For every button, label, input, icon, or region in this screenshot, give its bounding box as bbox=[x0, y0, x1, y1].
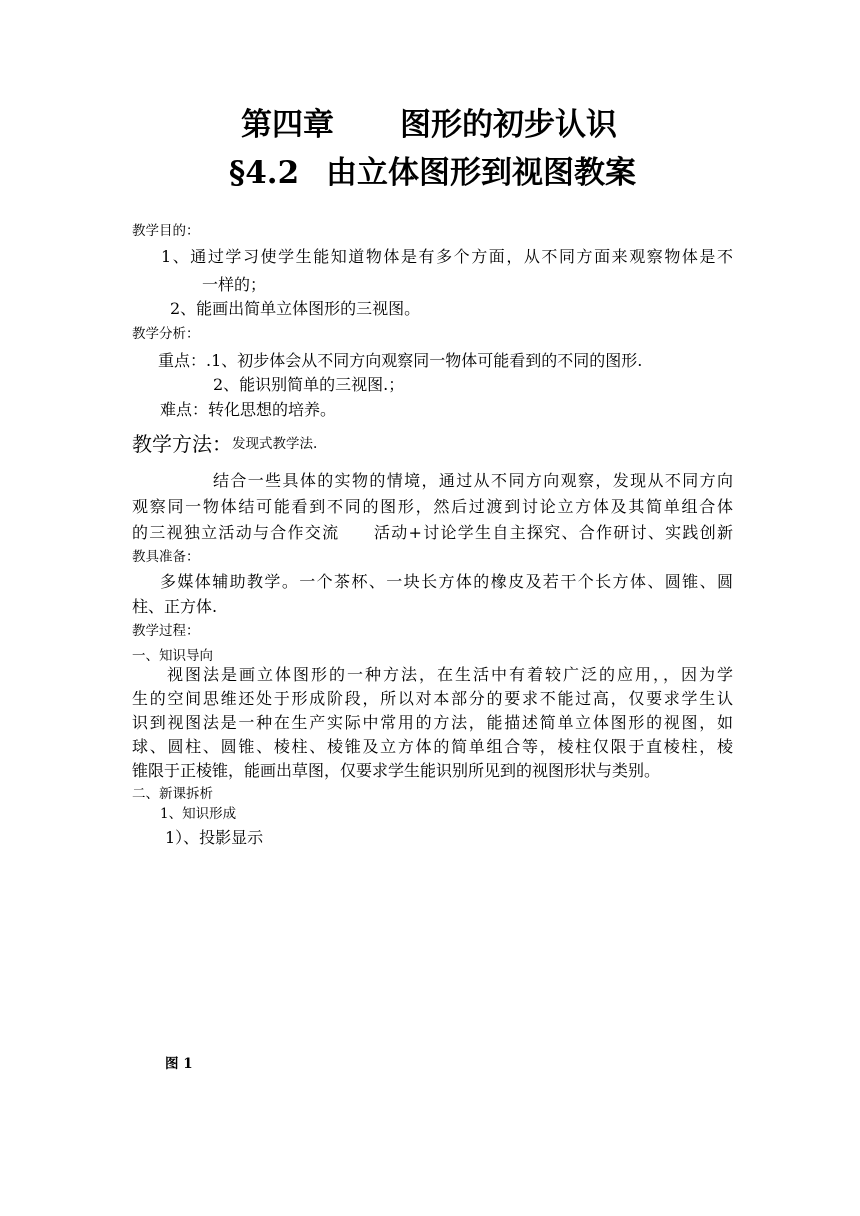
part-1-line-4: 球、圆柱、圆锥、棱柱、棱锥及立方体的简单组合等，棱柱仅限于直棱柱，棱 bbox=[132, 737, 733, 756]
method-paragraph-line-1: 结合一些具体的实物的情境，通过从不同方向观察，发现从不同方向 bbox=[213, 471, 733, 490]
key-points-line-1: 重点：.1、初步体会从不同方向观察同一物体可能看到的不同的图形. bbox=[158, 351, 643, 370]
objective-item-1-line-1: 1、通过学习使学生能知道物体是有多个方面，从不同方面来观察物体是不 bbox=[161, 247, 733, 266]
difficulty-line: 难点：转化思想的培养。 bbox=[160, 400, 337, 419]
objective-item-1-line-2: 一样的； bbox=[202, 275, 267, 294]
section-title: 由立体图形到视图教案 bbox=[326, 155, 636, 191]
tools-line-1: 多媒体辅助教学。一个茶杯、一块长方体的橡皮及若干个长方体、圆锥、圆 bbox=[160, 572, 733, 591]
analysis-heading: 教学分析： bbox=[132, 326, 200, 342]
subsection-projection-display: 1）、投影显示 bbox=[165, 828, 264, 847]
part-2-heading: 二、新课拆析 bbox=[132, 786, 213, 802]
method-paragraph-line-3: 的三视独立活动与合作交流 活动+讨论学生自主探究、合作研讨、实践创新 bbox=[132, 523, 733, 542]
section-number: §4.2 bbox=[229, 155, 300, 191]
part-1-line-3: 识到视图法是一种在生产实际中常用的方法，能描述简单立体图形的视图，如 bbox=[132, 713, 733, 732]
method-paragraph-line-2: 观察同一物体结可能看到不同的图形，然后过渡到讨论立方体及其简单组合体 bbox=[132, 497, 733, 516]
method-heading: 教学方法： bbox=[132, 432, 232, 456]
part-1-heading: 一、知识导向 bbox=[132, 648, 213, 664]
chapter-label: 第四章 bbox=[241, 107, 334, 143]
objective-item-2: 2、能画出简单立体图形的三视图。 bbox=[170, 299, 421, 318]
process-heading: 教学过程： bbox=[132, 623, 200, 639]
subsection-knowledge-formation: 1、知识形成 bbox=[160, 806, 237, 822]
key-points-line-2: 2、能识别简单的三视图.； bbox=[213, 375, 405, 394]
objectives-heading: 教学目的： bbox=[132, 223, 200, 239]
method-name: 发现式教学法. bbox=[232, 436, 318, 452]
tools-line-2: 柱、正方体. bbox=[132, 597, 218, 616]
part-1-line-1: 视图法是画立体图形的一种方法，在生活中有着较广泛的应用，，因为学 bbox=[167, 665, 733, 684]
figure-1-caption: 图 1 bbox=[165, 1056, 193, 1072]
part-1-line-5: 锥限于正棱锥，能画出草图，仅要求学生能识别所见到的视图形状与类别。 bbox=[132, 761, 661, 780]
chapter-title: 图形的初步认识 bbox=[400, 107, 617, 143]
part-1-line-2: 生的空间思维还处于形成阶段，所以对本部分的要求不能过高，仅要求学生认 bbox=[132, 689, 733, 708]
tools-heading: 教具准备： bbox=[132, 549, 200, 565]
